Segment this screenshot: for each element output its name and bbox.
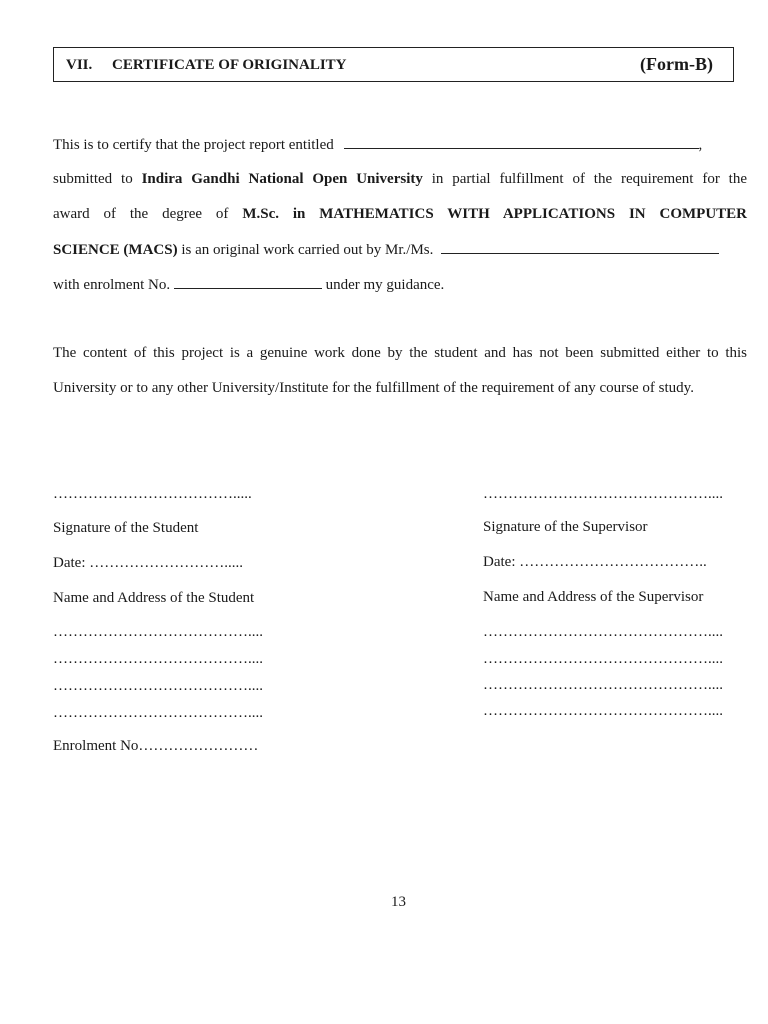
supervisor-address-line: ………………………………………....	[483, 677, 723, 693]
enrolment-number-blank	[174, 276, 322, 289]
student-signature-line: ……………………………….....	[53, 486, 252, 502]
certificate-line-4	[53, 241, 747, 259]
line1-text: This is to certify that the project report entitled	[53, 137, 334, 153]
form-label: (Form-B)	[640, 54, 713, 74]
student-signature-label: Signature of the Student	[53, 520, 199, 536]
certificate-line-5	[53, 276, 747, 294]
certificate-line-3	[53, 206, 747, 223]
supervisor-name-address-label: Name and Address of the Supervisor	[483, 589, 704, 605]
section-number: VII.	[66, 57, 93, 73]
page-number: 13	[391, 894, 406, 910]
supervisor-signature-label: Signature of the Supervisor	[483, 519, 648, 535]
paragraph-2-line-1: The content of this project is a genuine work done by the student and has not been submitted either to this	[53, 345, 747, 361]
section-header-box	[53, 47, 734, 82]
university-name: Indira Gandhi National Open University	[141, 171, 423, 187]
student-name-address-label: Name and Address of the Student	[53, 590, 255, 606]
student-address-line: …………………………………....	[53, 624, 263, 640]
student-address-line: …………………………………....	[53, 651, 263, 667]
line4-post: is an original work carried out by Mr./Ms.	[181, 242, 434, 258]
line5-pre: with enrolment No.	[53, 277, 171, 293]
student-enrolment-field: Enrolment No……………………	[53, 738, 259, 754]
supervisor-address-line: ………………………………………....	[483, 651, 723, 667]
supervisor-address-line: ………………………………………....	[483, 624, 723, 640]
certificate-line-2	[53, 171, 747, 188]
line3-pre: award of the degree of	[53, 206, 229, 222]
line5-post: under my guidance.	[325, 277, 445, 293]
supervisor-date-field: Date: ………………………………..	[483, 554, 707, 570]
line1-end: ,	[698, 137, 703, 153]
degree-name: M.Sc. in MATHEMATICS WITH APPLICATIONS IN COMPUTER	[242, 206, 747, 222]
programme-code: SCIENCE (MACS)	[53, 242, 178, 258]
student-name-blank	[441, 241, 719, 254]
line2-post: in partial fulfillment of the requirement for the	[431, 171, 747, 187]
certificate-line-1	[53, 136, 747, 154]
line2-pre: submitted to	[53, 171, 133, 187]
student-address-line: …………………………………....	[53, 678, 263, 694]
supervisor-signature-line: ………………………………………....	[483, 486, 723, 502]
paragraph-2-line-2: University or to any other University/Institute for the fulfillment of the requirement of any course of study.	[53, 380, 694, 396]
student-address-line: …………………………………....	[53, 705, 263, 721]
section-title: CERTIFICATE OF ORIGINALITY	[112, 57, 347, 73]
student-date-field: Date: ……………………….....	[53, 555, 243, 571]
project-title-blank	[344, 136, 699, 149]
supervisor-address-line: ………………………………………....	[483, 703, 723, 719]
